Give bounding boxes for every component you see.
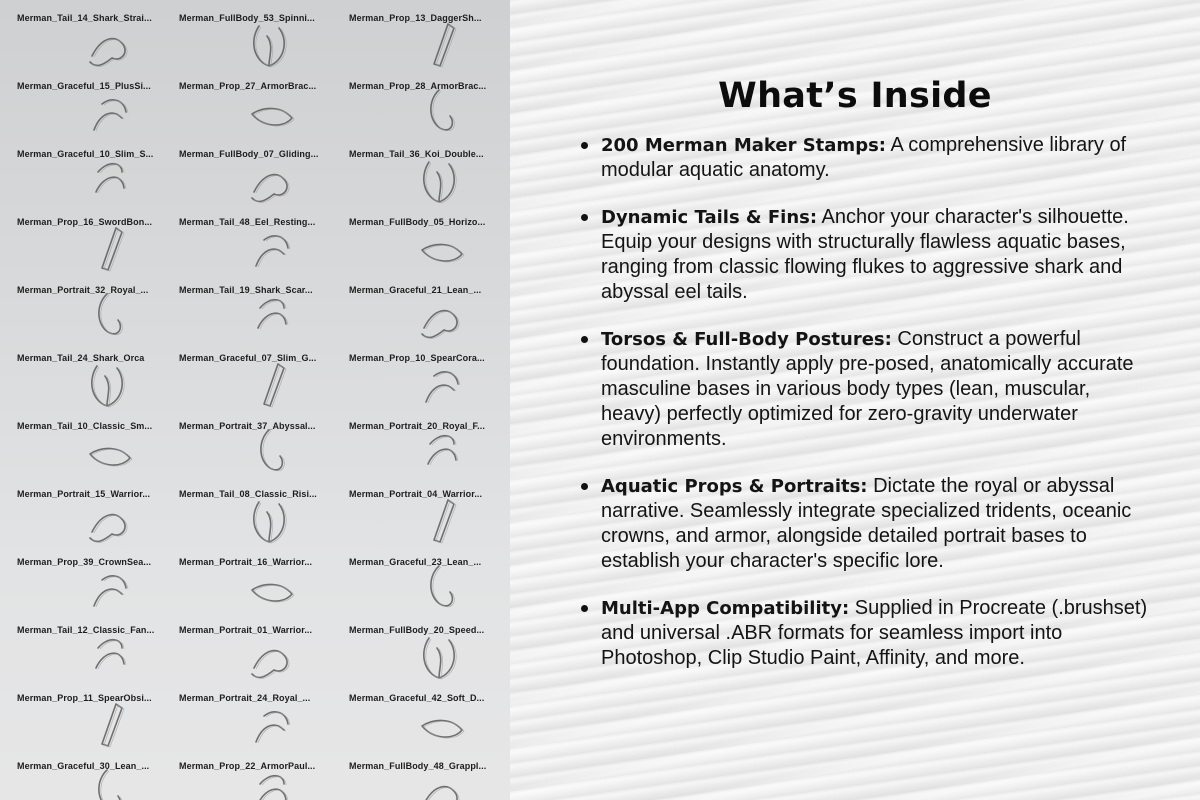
bullet-icon <box>581 605 588 612</box>
bullet-icon <box>581 483 588 490</box>
brush-thumbnail-icon <box>404 424 474 482</box>
brush-cell[interactable] <box>349 10 510 78</box>
brush-name: Merman_Portrait_16_Warrior... <box>179 557 313 567</box>
brush-thumbnail-icon <box>234 84 304 142</box>
brush-cell[interactable] <box>179 486 347 554</box>
brush-name: Merman_Tail_08_Classic_Risi... <box>179 489 317 499</box>
brush-name: Merman_FullBody_05_Horizo... <box>349 217 486 227</box>
brush-cell[interactable] <box>179 10 347 78</box>
brush-name: Merman_Portrait_32_Royal_... <box>17 285 149 295</box>
brush-name: Merman_Tail_14_Shark_Strai... <box>17 13 152 23</box>
brush-cell[interactable] <box>179 554 347 622</box>
bullet-icon <box>581 336 588 343</box>
brush-cell[interactable] <box>349 690 510 758</box>
brush-thumbnail-icon <box>234 628 304 686</box>
brush-thumbnail-icon <box>404 356 474 414</box>
brush-name: Merman_Tail_12_Classic_Fan... <box>17 625 155 635</box>
feature-item <box>580 474 1150 574</box>
brush-name: Merman_Graceful_07_Slim_G... <box>179 353 317 363</box>
brush-thumbnail-icon <box>234 220 304 278</box>
brush-thumbnail-icon <box>234 560 304 618</box>
feature-item <box>580 133 1150 183</box>
brush-thumbnail-icon <box>72 764 142 800</box>
brush-name: Merman_Graceful_10_Slim_S... <box>17 149 154 159</box>
brush-thumbnail-icon <box>234 424 304 482</box>
brush-name: Merman_Prop_13_DaggerSh... <box>349 13 482 23</box>
bullet-icon <box>581 142 588 149</box>
feature-heading: Multi-App Compatibility: <box>601 598 850 619</box>
brush-thumbnail-icon <box>404 764 474 800</box>
brush-cell[interactable] <box>349 554 510 622</box>
brush-name: Merman_Prop_16_SwordBon... <box>17 217 153 227</box>
feature-item <box>580 327 1150 452</box>
brush-thumbnail-icon <box>234 492 304 550</box>
page-title: What’s Inside <box>718 76 992 116</box>
feature-body: A comprehensive library of modular aquatic anatomy. <box>601 134 1127 181</box>
brush-thumbnail-icon <box>234 288 304 346</box>
brush-name: Merman_Prop_10_SpearCora... <box>349 353 485 363</box>
feature-list <box>580 133 1150 693</box>
brush-name: Merman_Prop_22_ArmorPaul... <box>179 761 316 771</box>
brush-name: Merman_Graceful_30_Lean_... <box>17 761 150 771</box>
brush-cell[interactable] <box>17 282 185 350</box>
brush-name: Merman_Portrait_37_Abyssal... <box>179 421 316 431</box>
brush-thumbnail-icon <box>72 152 142 210</box>
brush-cell[interactable] <box>179 78 347 146</box>
brush-name: Merman_Graceful_15_PlusSi... <box>17 81 151 91</box>
brush-thumbnail-icon <box>234 764 304 800</box>
brush-thumbnail-icon <box>404 628 474 686</box>
brush-name: Merman_Prop_11_SpearObsi... <box>17 693 152 703</box>
brush-thumbnail-icon <box>72 424 142 482</box>
brush-thumbnail-icon <box>72 84 142 142</box>
brush-cell[interactable] <box>349 486 510 554</box>
brush-cell[interactable] <box>349 418 510 486</box>
brush-name: Merman_Graceful_21_Lean_... <box>349 285 482 295</box>
brush-name: Merman_Prop_39_CrownSea... <box>17 557 152 567</box>
brush-cell[interactable] <box>349 282 510 350</box>
brush-name: Merman_Graceful_42_Soft_D... <box>349 693 485 703</box>
brush-name: Merman_Portrait_24_Royal_... <box>179 693 311 703</box>
brush-cell[interactable] <box>179 214 347 282</box>
brush-cell[interactable] <box>17 486 185 554</box>
brush-cell[interactable] <box>17 622 185 690</box>
brush-thumbnail-icon <box>72 696 142 754</box>
brush-cell[interactable] <box>349 214 510 282</box>
brush-grid-panel <box>0 0 510 800</box>
brush-name: Merman_Portrait_15_Warrior... <box>17 489 151 499</box>
brush-cell[interactable] <box>17 690 185 758</box>
brush-thumbnail-icon <box>404 492 474 550</box>
feature-body: Dictate the royal or abyssal narrative. Seamlessly integrate specialized tridents, oceanic crowns, and armor, alongside detailed portrait bases to establish your character's specific lore. <box>601 475 1132 572</box>
brush-name: Merman_Tail_10_Classic_Sm... <box>17 421 153 431</box>
brush-cell[interactable] <box>17 214 185 282</box>
brush-cell[interactable] <box>349 78 510 146</box>
brush-cell[interactable] <box>179 622 347 690</box>
brush-name: Merman_Prop_27_ArmorBrac... <box>179 81 317 91</box>
feature-heading: Aquatic Props & Portraits: <box>601 476 868 497</box>
brush-name: Merman_Prop_28_ArmorBrac... <box>349 81 487 91</box>
brush-thumbnail-icon <box>234 696 304 754</box>
brush-thumbnail-icon <box>404 288 474 346</box>
brush-cell[interactable] <box>349 622 510 690</box>
brush-cell[interactable] <box>179 350 347 418</box>
brush-name: Merman_FullBody_07_Gliding... <box>179 149 319 159</box>
brush-thumbnail-icon <box>404 220 474 278</box>
brush-name: Merman_Portrait_04_Warrior... <box>349 489 483 499</box>
brush-cell[interactable] <box>349 146 510 214</box>
brush-name: Merman_Portrait_01_Warrior... <box>179 625 313 635</box>
brush-cell[interactable] <box>179 758 347 800</box>
brush-cell[interactable] <box>17 554 185 622</box>
brush-cell[interactable] <box>17 350 185 418</box>
brush-thumbnail-icon <box>404 84 474 142</box>
whats-inside-panel <box>510 0 1200 800</box>
brush-name: Merman_Portrait_20_Royal_F... <box>349 421 485 431</box>
bullet-icon <box>581 214 588 221</box>
brush-cell[interactable] <box>17 146 185 214</box>
brush-cell[interactable] <box>349 758 510 800</box>
feature-heading: Dynamic Tails & Fins: <box>601 207 818 228</box>
feature-item <box>580 205 1150 305</box>
brush-thumbnail-icon <box>234 356 304 414</box>
feature-body: Construct a powerful foundation. Instantly apply pre-posed, anatomically accurate masculine bases in various body types (lean, muscular, heavy) perfectly optimized for zero-gravity underwater environments. <box>601 328 1134 450</box>
brush-thumbnail-icon <box>72 16 142 74</box>
brush-cell[interactable] <box>17 418 185 486</box>
brush-cell[interactable] <box>17 78 185 146</box>
brush-thumbnail-icon <box>72 628 142 686</box>
brush-cell[interactable] <box>179 418 347 486</box>
brush-thumbnail-icon <box>234 152 304 210</box>
brush-cell[interactable] <box>349 350 510 418</box>
brush-thumbnail-icon <box>72 220 142 278</box>
brush-cell[interactable] <box>179 282 347 350</box>
brush-thumbnail-icon <box>72 288 142 346</box>
feature-body: Anchor your character's silhouette. Equip your designs with structurally flawless aquatic bases, ranging from classic flowing flukes to aggressive shark and abyssal eel tails. <box>601 206 1129 303</box>
brush-thumbnail-icon <box>404 560 474 618</box>
brush-thumbnail-icon <box>234 16 304 74</box>
brush-name: Merman_Tail_24_Shark_Orca <box>17 353 145 363</box>
brush-name: Merman_FullBody_48_Grappl... <box>349 761 487 771</box>
brush-name: Merman_Tail_48_Eel_Resting... <box>179 217 316 227</box>
brush-cell[interactable] <box>179 690 347 758</box>
brush-thumbnail-icon <box>404 152 474 210</box>
brush-cell[interactable] <box>17 758 185 800</box>
feature-heading: 200 Merman Maker Stamps: <box>601 135 886 156</box>
brush-name: Merman_Graceful_23_Lean_... <box>349 557 482 567</box>
feature-heading: Torsos & Full-Body Postures: <box>601 329 892 350</box>
brush-thumbnail-icon <box>404 16 474 74</box>
feature-item <box>580 596 1150 671</box>
brush-name: Merman_Tail_19_Shark_Scar... <box>179 285 313 295</box>
brush-name: Merman_FullBody_53_Spinni... <box>179 13 315 23</box>
brush-thumbnail-icon <box>72 356 142 414</box>
brush-name: Merman_Tail_36_Koi_Double... <box>349 149 484 159</box>
brush-thumbnail-icon <box>404 696 474 754</box>
brush-cell[interactable] <box>179 146 347 214</box>
feature-body: Supplied in Procreate (.brushset) and universal .ABR formats for seamless import into Photoshop, Clip Studio Paint, Affinity, and more. <box>601 597 1148 669</box>
brush-thumbnail-icon <box>72 492 142 550</box>
brush-thumbnail-icon <box>72 560 142 618</box>
brush-cell[interactable] <box>17 10 185 78</box>
brush-name: Merman_FullBody_20_Speed... <box>349 625 485 635</box>
